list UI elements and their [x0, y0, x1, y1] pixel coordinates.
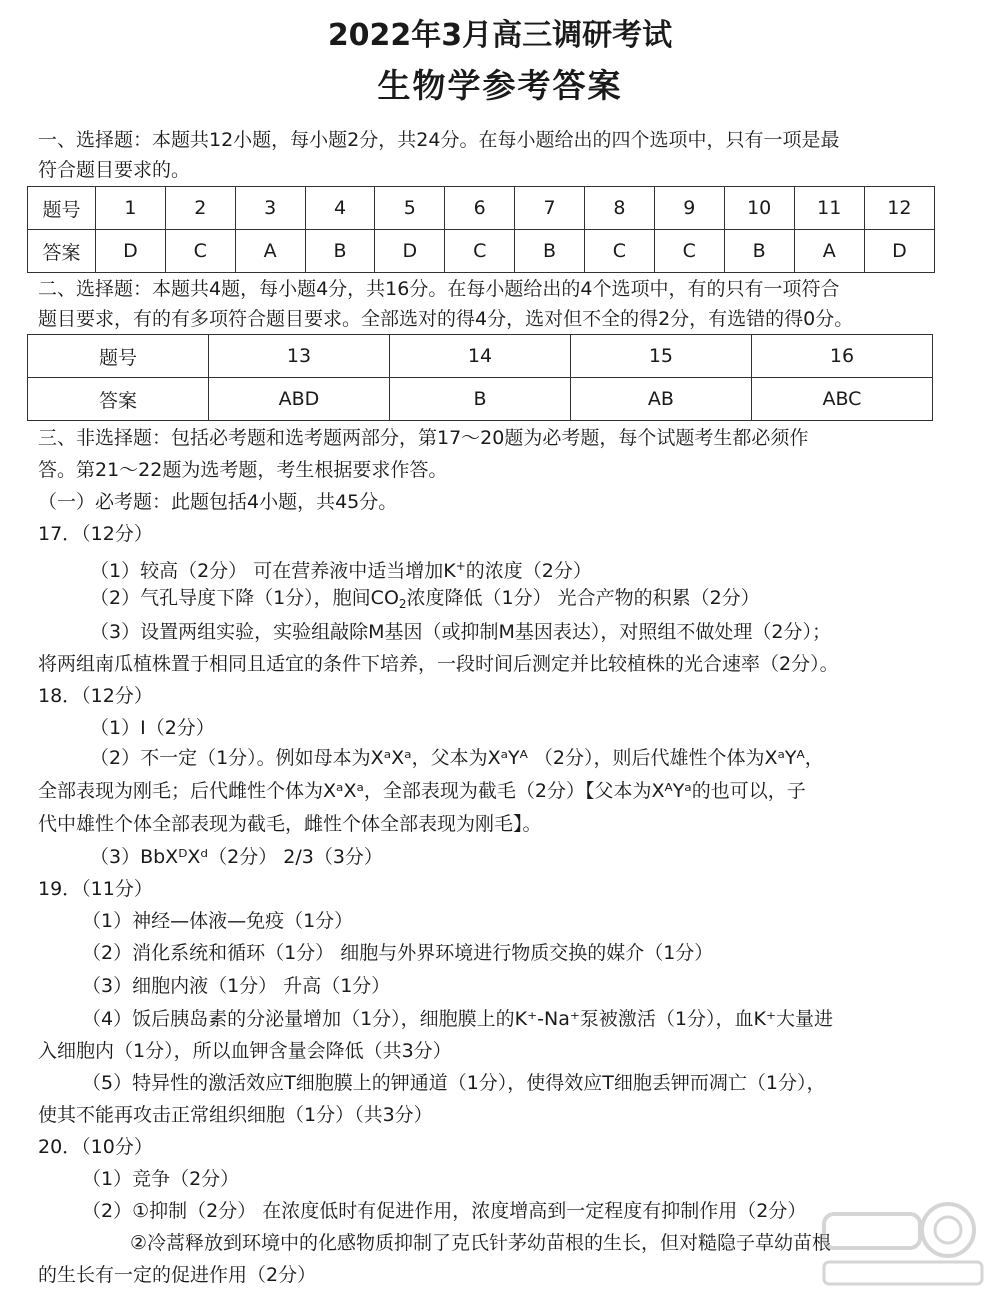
table-cell: 8: [584, 187, 654, 230]
q17-line3: （3）设置两组实验，实验组敲除M基因（或抑制M基因表达），对照组不做处理（2分）；: [90, 621, 831, 643]
q17-line2: （2）气孔导度下降（1分），胞间$CO_2$浓度降低（1分） 光合产物的积累（2分）: [90, 587, 760, 611]
q19-line2: （2）消化系统和循环（1分） 细胞与外界环境进行物质交换的媒介（1分）: [82, 942, 714, 964]
q19-line4: （4）饭后胰岛素的分泌量增加（1分），细胞膜上的K⁺-Na⁺泵被激活（1分），血K⁺大量进: [82, 1008, 833, 1030]
table-cell: 11: [794, 187, 864, 230]
table-cell: 12: [864, 187, 934, 230]
table-cell: C: [584, 230, 654, 273]
q19-head: 19．（11分）: [38, 878, 153, 900]
page-subtitle: 生物学参考答案: [377, 66, 623, 105]
table-row: [28, 230, 935, 273]
q17-line1: （1）较高（2分） 可在营养液中适当增加K+的浓度（2分）: [90, 559, 592, 582]
table-cell: 7: [515, 187, 585, 230]
q19-line6: （5）特异性的激活效应T细胞膜上的钾通道（1分），使得效应T细胞丢钾而凋亡（1分），: [82, 1072, 826, 1094]
q20-line2: （2）①抑制（2分） 在浓度低时有促进作用，浓度增高到一定程度有抑制作用（2分）: [82, 1200, 807, 1222]
watermark-logo-icon: [818, 1196, 988, 1292]
table-cell: 13: [208, 335, 389, 378]
q19-line5: 入细胞内（1分），所以血钾含量会降低（共3分）: [38, 1040, 452, 1062]
table-cell: ABC: [751, 378, 932, 421]
table-cell: C: [445, 230, 515, 273]
multi-choice-answer-table: [27, 334, 933, 421]
q18-line3: 全部表现为刚毛；后代雌性个体为XᵃXᵃ，全部表现为截毛（2分）【父本为XᴬYᵃ的也可以，子: [38, 780, 806, 802]
table-cell: 16: [751, 335, 932, 378]
sec1-line1: 一、选择题：本题共12小题，每小题2分，共24分。在每小题给出的四个选项中，只有一项是最: [38, 129, 840, 151]
table-cell: 4: [305, 187, 375, 230]
sec1-line2: 符合题目要求的。: [38, 159, 191, 181]
table-cell: A: [235, 230, 305, 273]
sec3-line2: 答。第21～22题为选考题，考生根据要求作答。: [38, 459, 448, 481]
q19-line3: （3）细胞内液（1分） 升高（1分）: [82, 975, 391, 997]
sec3-line1: 三、非选择题：包括必考题和选考题两部分，第17～20题为必考题，每个试题考生都必须作: [38, 427, 809, 449]
table-cell: 15: [570, 335, 751, 378]
page-title: 2022年3月高三调研考试: [327, 18, 673, 53]
table-cell: 9: [654, 187, 724, 230]
table-cell: 14: [389, 335, 570, 378]
q20-line1: （1）竞争（2分）: [82, 1168, 240, 1190]
q20-line4: 的生长有一定的促进作用（2分）: [38, 1264, 317, 1286]
table-cell: 10: [724, 187, 794, 230]
sec3-line3: （一）必考题：此题包括4小题，共45分。: [38, 491, 398, 513]
q17-head: 17．（12分）: [38, 523, 153, 545]
table-cell: AB: [570, 378, 751, 421]
table-cell: D: [375, 230, 445, 273]
q18-line1: （1）Ⅰ（2分）: [90, 717, 215, 739]
q19-line7: 使其不能再攻击正常组织细胞（1分）（共3分）: [38, 1104, 433, 1126]
row-label-answer: 答案: [28, 378, 209, 421]
mc-answer-table: [27, 186, 935, 273]
q18-head: 18．（12分）: [38, 685, 153, 707]
sec2-line2: 题目要求，有的有多项符合题目要求。全部选对的得4分，选对但不全的得2分，有选错的得0分。: [38, 308, 854, 330]
table-cell: 2: [165, 187, 235, 230]
table-cell: B: [724, 230, 794, 273]
row-label-answer: 答案: [28, 230, 96, 273]
q20-head: 20．（10分）: [38, 1136, 153, 1158]
table-cell: D: [864, 230, 934, 273]
q20-line3: ②冷蒿释放到环境中的化感物质抑制了克氏针茅幼苗根的生长，但对糙隐子草幼苗根: [130, 1232, 832, 1254]
q17-line4: 将两组南瓜植株置于相同且适宜的条件下培养，一段时间后测定并比较植株的光合速率（2分）。: [38, 653, 839, 675]
table-row: [28, 187, 935, 230]
table-cell: B: [515, 230, 585, 273]
table-cell: 1: [96, 187, 166, 230]
q18-line5: （3）BbXᴰXᵈ（2分） 2/3（3分）: [90, 846, 383, 868]
table-cell: C: [654, 230, 724, 273]
table-cell: A: [794, 230, 864, 273]
table-cell: ABD: [208, 378, 389, 421]
table-cell: 6: [445, 187, 515, 230]
table-row: [28, 378, 933, 421]
table-cell: D: [96, 230, 166, 273]
row-label-question: 题号: [28, 335, 209, 378]
table-cell: B: [389, 378, 570, 421]
row-label-question: 题号: [28, 187, 96, 230]
q18-line2: （2）不一定（1分）。例如母本为XᵃXᵃ，父本为XᵃYᴬ （2分），则后代雄性个体为XᵃYᴬ，: [90, 747, 824, 769]
q18-line4: 代中雄性个体全部表现为截毛，雌性个体全部表现为刚毛】。: [38, 813, 542, 835]
table-cell: 3: [235, 187, 305, 230]
table-cell: C: [165, 230, 235, 273]
table-cell: 5: [375, 187, 445, 230]
table-row: [28, 335, 933, 378]
sec2-line1: 二、选择题：本题共4题，每小题4分，共16分。在每小题给出的4个选项中，有的只有一项符合: [38, 278, 840, 300]
q19-line1: （1）神经—体液—免疫（1分）: [82, 910, 354, 932]
table-cell: B: [305, 230, 375, 273]
